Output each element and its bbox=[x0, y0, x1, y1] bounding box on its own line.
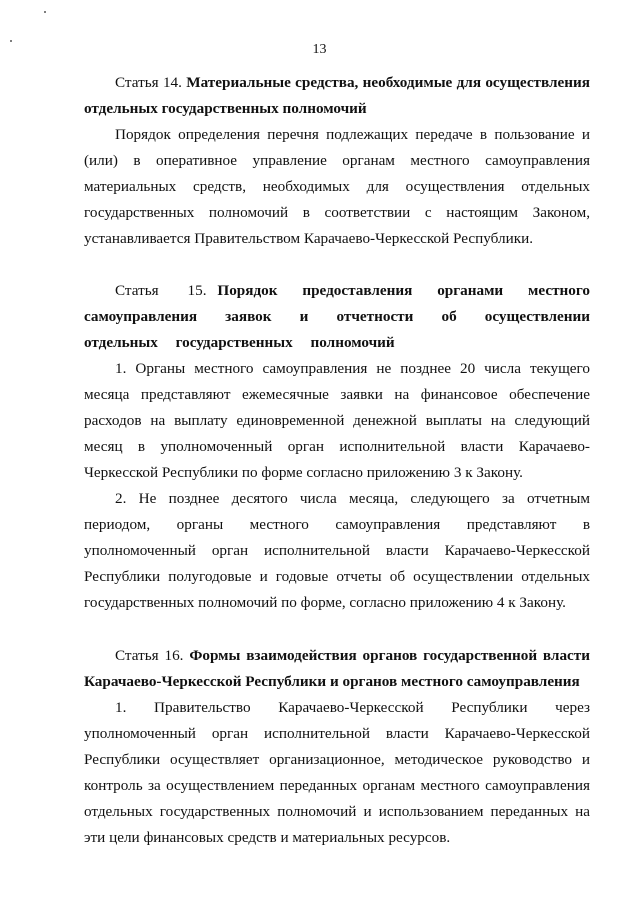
article-paragraph: Порядок определения перечня подлежащих передаче в пользование и (или) в оперативное управление органам местного самоуправления материальных средств, необходимых для осуществления отдельных государственных полномочий в соответствии с настоящим Законом, устанавливается Правительством Карачаево-Черкесской Республики. bbox=[84, 126, 590, 247]
article-paragraph: 1. Правительство Карачаево-Черкесской Республики через уполномоченный орган исполнительной власти Карачаево-Черкесской Республики осуществляет организационное, методическое руководство и контроль за осуществлением переданных органам местного самоуправления отдельных государственных полномочий и использованием переданных на эти цели финансовых средств и материальных ресурсов. bbox=[84, 699, 590, 846]
article-paragraph: 2. Не позднее десятого числа месяца, следующего за отчетным периодом, органы местного самоуправления представляют в уполномоченный орган исполнительной власти Карачаево-Черкесской Республики полугодовые и годовые отчеты об осуществлении отдельных государственных полномочий по форме, согласно приложению 4 к Закону. bbox=[84, 490, 590, 611]
article-number: Статья 16. bbox=[115, 647, 184, 664]
article-number: Статья 15. bbox=[115, 282, 207, 299]
scan-speck bbox=[44, 11, 46, 13]
article-heading bbox=[84, 643, 590, 695]
article-number: Статья 14. bbox=[115, 74, 182, 91]
article-title: Материальные средства, необходимые для осуществления отдельных государственных полномочий bbox=[84, 74, 590, 117]
article-paragraph: 1. Органы местного самоуправления не позднее 20 числа текущего месяца представляют ежемесячные заявки на финансовое обеспечение расходов на выплату единовременной денежной выплаты на следующий месяц в уполномоченный орган исполнительной власти Карачаево-Черкесской Республики по форме согласно приложению 3 к Закону. bbox=[84, 360, 590, 481]
article-title: Порядок предоставления органами местного самоуправления заявок и отчетности об осуществлении отдельных государственных полномочий bbox=[84, 282, 590, 351]
article-heading bbox=[84, 278, 590, 356]
article-title: Формы взаимодействия органов государственной власти Карачаево-Черкесской Республики и органов местного самоуправления bbox=[84, 647, 591, 690]
page-number: 13 bbox=[312, 42, 327, 57]
article-heading bbox=[84, 70, 590, 122]
article-15 bbox=[84, 278, 590, 616]
article-16 bbox=[84, 643, 590, 851]
article-14 bbox=[84, 70, 590, 252]
